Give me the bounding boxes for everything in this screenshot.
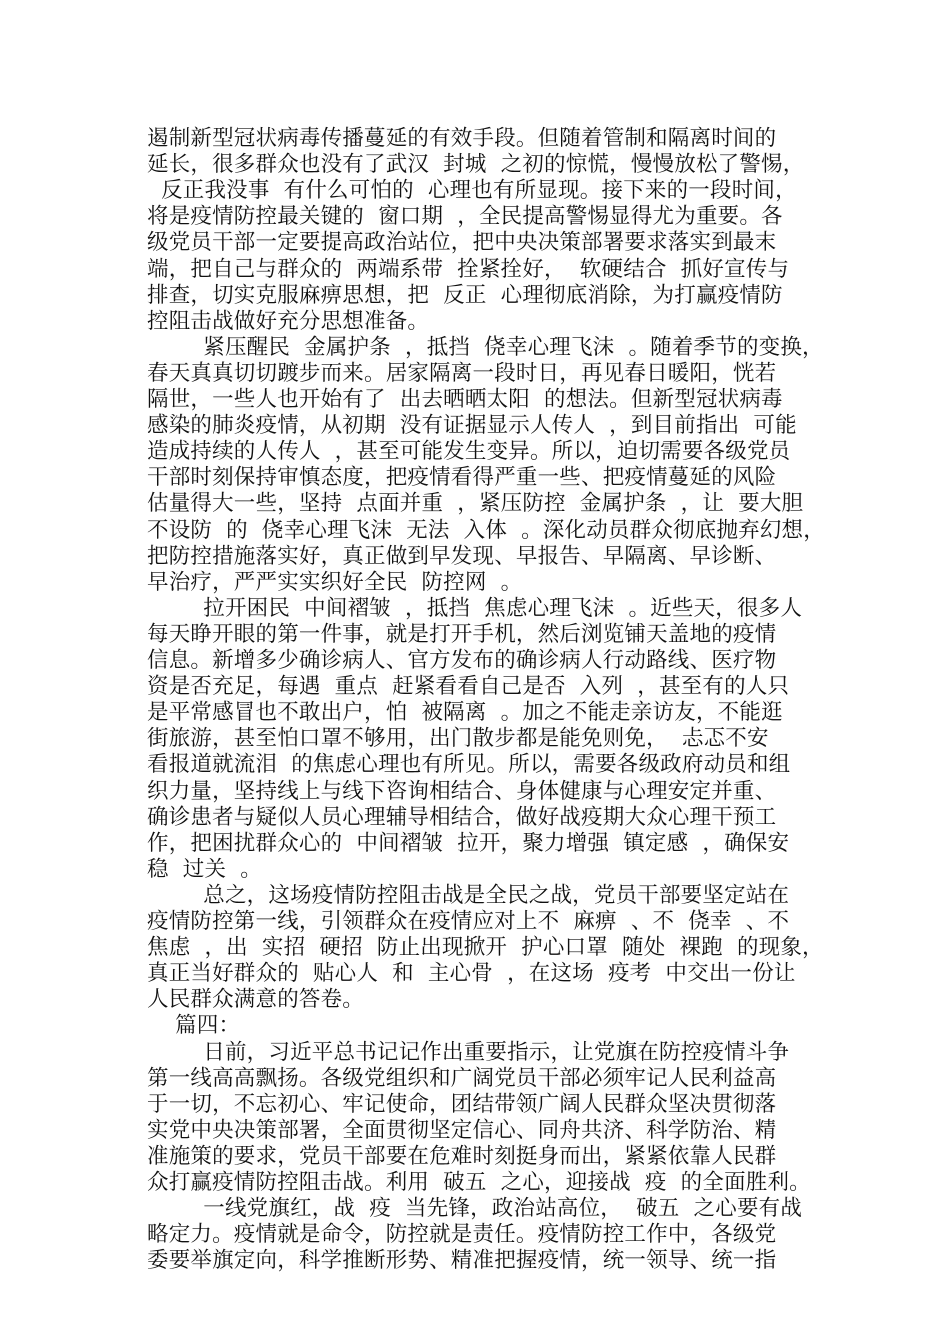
text-line: 织力量，坚持线上与线下咨询相结合、身体健康与心理安定并重、 [147,778,777,804]
text-line: 端，把自己与群众的 两端系带 拴紧拴好， 软硬结合 抓好宣传与 [147,256,790,282]
text-line: 隔世，一些人也开始有了 出去晒晒太阳 的想法。但新型冠状病毒 [147,387,783,412]
text-line: 准施策的要求，党员干部要在危难时刻挺身而出，紧紧依靠人民群 [147,1143,777,1169]
text-line: 篇四： [147,1013,241,1039]
text-line: 稳 过关 。 [147,856,262,882]
text-line: 遏制新型冠状病毒传播蔓延的有效手段。但随着管制和隔离时间的 [147,126,777,151]
text-line: 感染的肺炎疫情，从初期 没有证据显示人传人 ，到目前指出 可能 [147,413,797,439]
text-line: 作，把困扰群众心的 中间褶皱 拉开，聚力增强 镇定感 ，确保安 [147,830,790,856]
text-line: 疫情防控第一线，引领群众在疫情应对上不 麻痹 、不 侥幸 、不 [147,909,790,934]
text-line: 资是否充足，每遇 重点 赶紧看看自己是否 入列 ，甚至有的人只 [147,674,790,700]
text-line: 是平常感冒也不敢出户，怕 被隔离 。加之不能走亲访友，不能逛 [147,700,783,726]
text-line: 延长，很多群众也没有了武汉 封城 之初的惊慌，慢慢放松了警惕， [147,152,805,178]
text-line: 人民群众满意的答卷。 [147,987,365,1013]
text-line: 造成持续的人传人 ，甚至可能发生变异。所以，迫切需要各级党员 [147,439,791,465]
text-line: 信息。新增多少确诊病人、官方发布的确诊病人行动路线、医疗物 [147,648,777,673]
text-line: 紧压醒民 金属护条 ，抵挡 侥幸心理飞沫 。随着季节的变换， [147,334,824,360]
text-line: 确诊患者与疑似人员心理辅导相结合，做好战疫期大众心理干预工 [147,804,777,830]
text-line: 反正我没事 有什么可怕的 心理也有所显现。接下来的一段时间， [147,178,797,204]
text-line: 级党员干部一定要提高政治站位，把中央决策部署要求落实到最末 [147,230,777,256]
text-line: 于一切，不忘初心、牢记使命，团结带领广阔人民群众坚决贯彻落 [147,1091,777,1117]
text-line: 将是疫情防控最关键的 窗口期 ，全民提高警惕显得尤为重要。各 [147,204,783,230]
text-line: 一线党旗红，战 疫 当先锋，政治站高位， 破五 之心要有战 [147,1196,803,1222]
text-line: 春天真真切切踱步而来。居家隔离一段时日，再见春日暖阳，恍若 [147,360,777,386]
text-line: 街旅游，甚至怕口罩不够用，出门散步都是能免则免， 忐忑不安 [147,726,769,752]
text-line: 委要举旗定向，科学推断形势、精准把握疫情，统一领导、统一指 [147,1248,777,1274]
text-line: 控阻击战做好充分思想准备。 [147,308,430,334]
text-line: 众打赢疫情防控阻击战。利用 破五 之心，迎接战 疫 的全面胜利。 [147,1170,811,1195]
text-line: 拉开困民 中间褶皱 ，抵挡 焦虑心理飞沫 。近些天，很多人 [147,595,803,621]
text-line: 日前，习近平总书记记作出重要指示，让党旗在防控疫情斗争 [147,1039,790,1065]
text-line: 实党中央决策部署，全面贯彻坚定信心、同舟共济、科学防治、精 [147,1117,777,1143]
text-line: 早治疗，严严实实织好全民 防控网 。 [147,569,523,595]
text-line: 焦虑 ，出 实招 硬招 防止出现掀开 护心口罩 随处 裸跑 的现象， [147,935,824,961]
text-line: 干部时刻保持审慎态度，把疫情看得严重一些、把疫情蔓延的风险 [147,465,777,491]
text-line: 排查，切实克服麻痹思想，把 反正 心理彻底消除，为打赢疫情防 [147,282,783,308]
text-line: 总之，这场疫情防控阻击战是全民之战，党员干部要坚定站在 [147,882,790,908]
text-line: 第一线高高飘扬。各级党组织和广阔党员干部必须牢记人民利益高 [147,1065,777,1091]
text-line: 看报道就流泪 的焦虑心理也有所见。所以，需要各级政府动员和组 [147,752,791,778]
text-line: 略定力。疫情就是命令，防控就是责任。疫情防控工作中，各级党 [147,1222,777,1248]
text-line: 每天睁开眼的第一件事，就是打开手机，然后浏览铺天盖地的疫情 [147,621,777,647]
text-line: 不设防 的 侥幸心理飞沫 无法 入体 。深化动员群众彻底抛弃幻想， [147,517,825,543]
text-line: 真正当好群众的 贴心人 和 主心骨 ，在这场 疫考 中交出一份让 [147,961,796,987]
text-line: 估量得大一些，坚持 点面并重 ，紧压防控 金属护条 ，让 要大胆 [147,491,804,517]
text-line: 把防控措施落实好，真正做到早发现、早报告、早隔离、早诊断、 [147,543,777,569]
